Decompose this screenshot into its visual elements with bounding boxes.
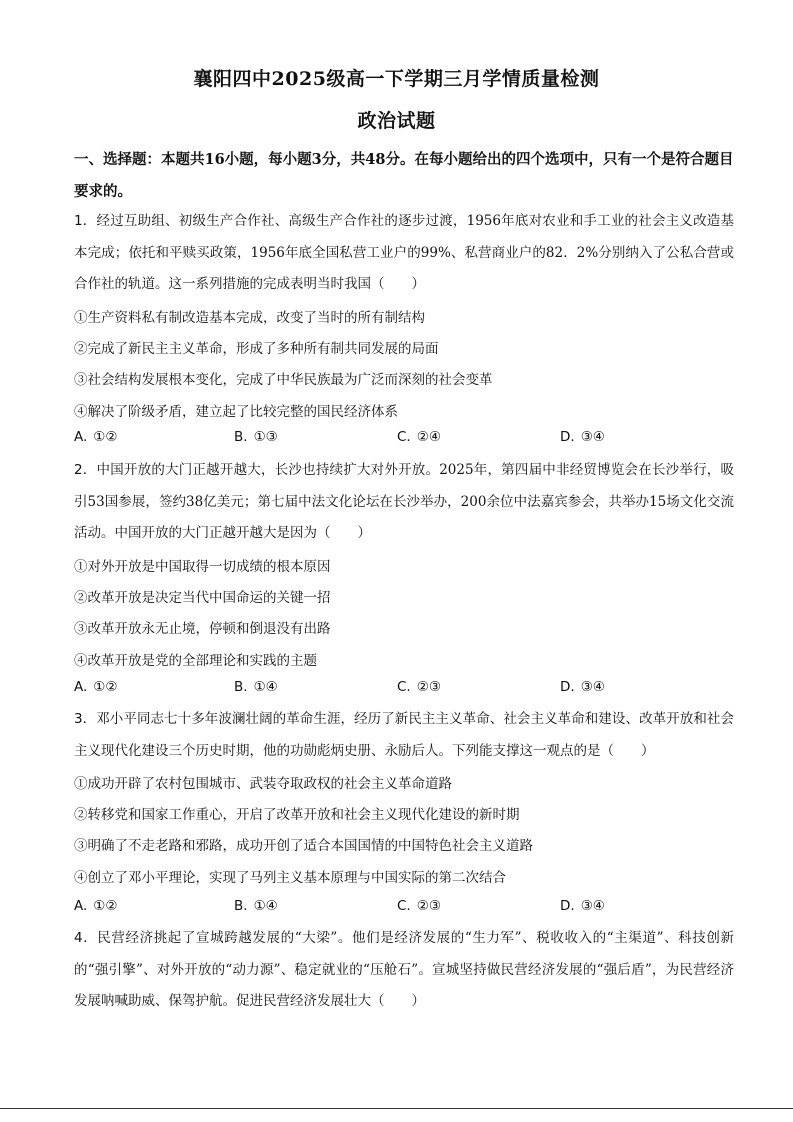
question-number: 4． (74, 930, 98, 946)
question-4-stem (74, 923, 734, 1018)
option-d[interactable]: D. ③④ (560, 898, 605, 914)
subject-title: 政治试题 (357, 110, 436, 132)
question-number: 3． (74, 711, 97, 727)
exam-title: 襄阳四中2025级高一下学期三月学情质量检测 (193, 68, 600, 90)
question-2-stem (74, 455, 734, 550)
statement: ④创立了邓小平理论，实现了马列主义基本原理与中国实际的第二次结合 (74, 870, 506, 886)
option-a[interactable]: A. ①② (74, 679, 118, 695)
question-number: 2． (74, 462, 97, 478)
option-d[interactable]: D. ③④ (560, 429, 605, 445)
statement: ②改革开放是决定当代中国命运的关键一招 (74, 590, 331, 606)
statement: ①成功开辟了农村包围城市、武装夺取政权的社会主义革命道路 (74, 776, 452, 792)
option-d[interactable]: D. ③④ (560, 679, 605, 695)
statement: ④解决了阶级矛盾，建立起了比较完整的国民经济体系 (74, 404, 398, 420)
statement: ③改革开放永无止境，停顿和倒退没有出路 (74, 621, 331, 637)
option-b[interactable]: B. ①③ (234, 429, 278, 445)
options-row (74, 429, 734, 449)
question-3-stem (74, 704, 734, 767)
statement: ③明确了不走老路和邪路，成功开创了适合本国国情的中国特色社会主义道路 (74, 838, 533, 854)
question-text: 邓小平同志七十多年波澜壮阔的革命生涯，经历了新民主主义革命、社会主义革命和建设、改革开放和社会主义现代化建设三个历史时期，他的功勋彪炳史册、永励后人。下列能支撑这一观点的是（ ） (74, 711, 734, 759)
options-row (74, 898, 734, 918)
option-c[interactable]: C. ②③ (397, 898, 441, 914)
statement: ②完成了新民主主义革命，形成了多种所有制共同发展的局面 (74, 341, 439, 357)
statement: ①生产资料私有制改造基本完成，改变了当时的所有制结构 (74, 310, 425, 326)
statement: ②转移党和国家工作重心，开启了改革开放和社会主义现代化建设的新时期 (74, 807, 520, 823)
statement: ③社会结构发展根本变化，完成了中华民族最为广泛而深刻的社会变革 (74, 372, 493, 388)
options-row (74, 679, 734, 699)
option-a[interactable]: A. ①② (74, 429, 118, 445)
question-number: 1． (74, 213, 97, 229)
question-1-stem (74, 206, 734, 301)
question-text: 中国开放的大门正越开越大，长沙也持续扩大对外开放。2025年，第四届中非经贸博览会在长沙举行，吸引53国参展，签约38亿美元；第七届中法文化论坛在长沙举办，200余位中法嘉宾参会，共举办15场文化交流活动。中国开放的大门正越开越大是因为（ ） (74, 462, 735, 541)
option-a[interactable]: A. ①② (74, 898, 118, 914)
page-bottom-rule (0, 1108, 793, 1109)
statement: ④改革开放是党的全部理论和实践的主题 (74, 653, 317, 669)
option-c[interactable]: C. ②③ (397, 679, 441, 695)
question-text: 经过互助组、初级生产合作社、高级生产合作社的逐步过渡，1956年底对农业和手工业的社会主义改造基本完成；依托和平赎买政策，1956年底全国私营工业户的99%、私营商业户的82．2%分别纳入了公私合营或合作社的轨道。这一系列措施的完成表明当时我国（ ） (74, 213, 735, 292)
section-heading: 一、选择题：本题共16小题，每小题3分，共48分。在每小题给出的四个选项中，只有一个是符合题目要求的。 (74, 151, 734, 200)
option-b[interactable]: B. ①④ (234, 898, 278, 914)
option-c[interactable]: C. ②④ (397, 429, 441, 445)
question-text: 民营经济挑起了宣城跨越发展的“大梁”。他们是经济发展的“生力军”、税收收入的“主渠道”、科技创新的“强引擎”、对外开放的“动力源”、稳定就业的“压舱石”。宣城坚持做民营经济发展的“强后盾”，为民营经济发展呐喊助威、保驾护航。促进民营经济发展壮大（ ） (74, 930, 734, 1009)
option-b[interactable]: B. ①④ (234, 679, 278, 695)
statement: ①对外开放是中国取得一切成绩的根本原因 (74, 559, 331, 575)
